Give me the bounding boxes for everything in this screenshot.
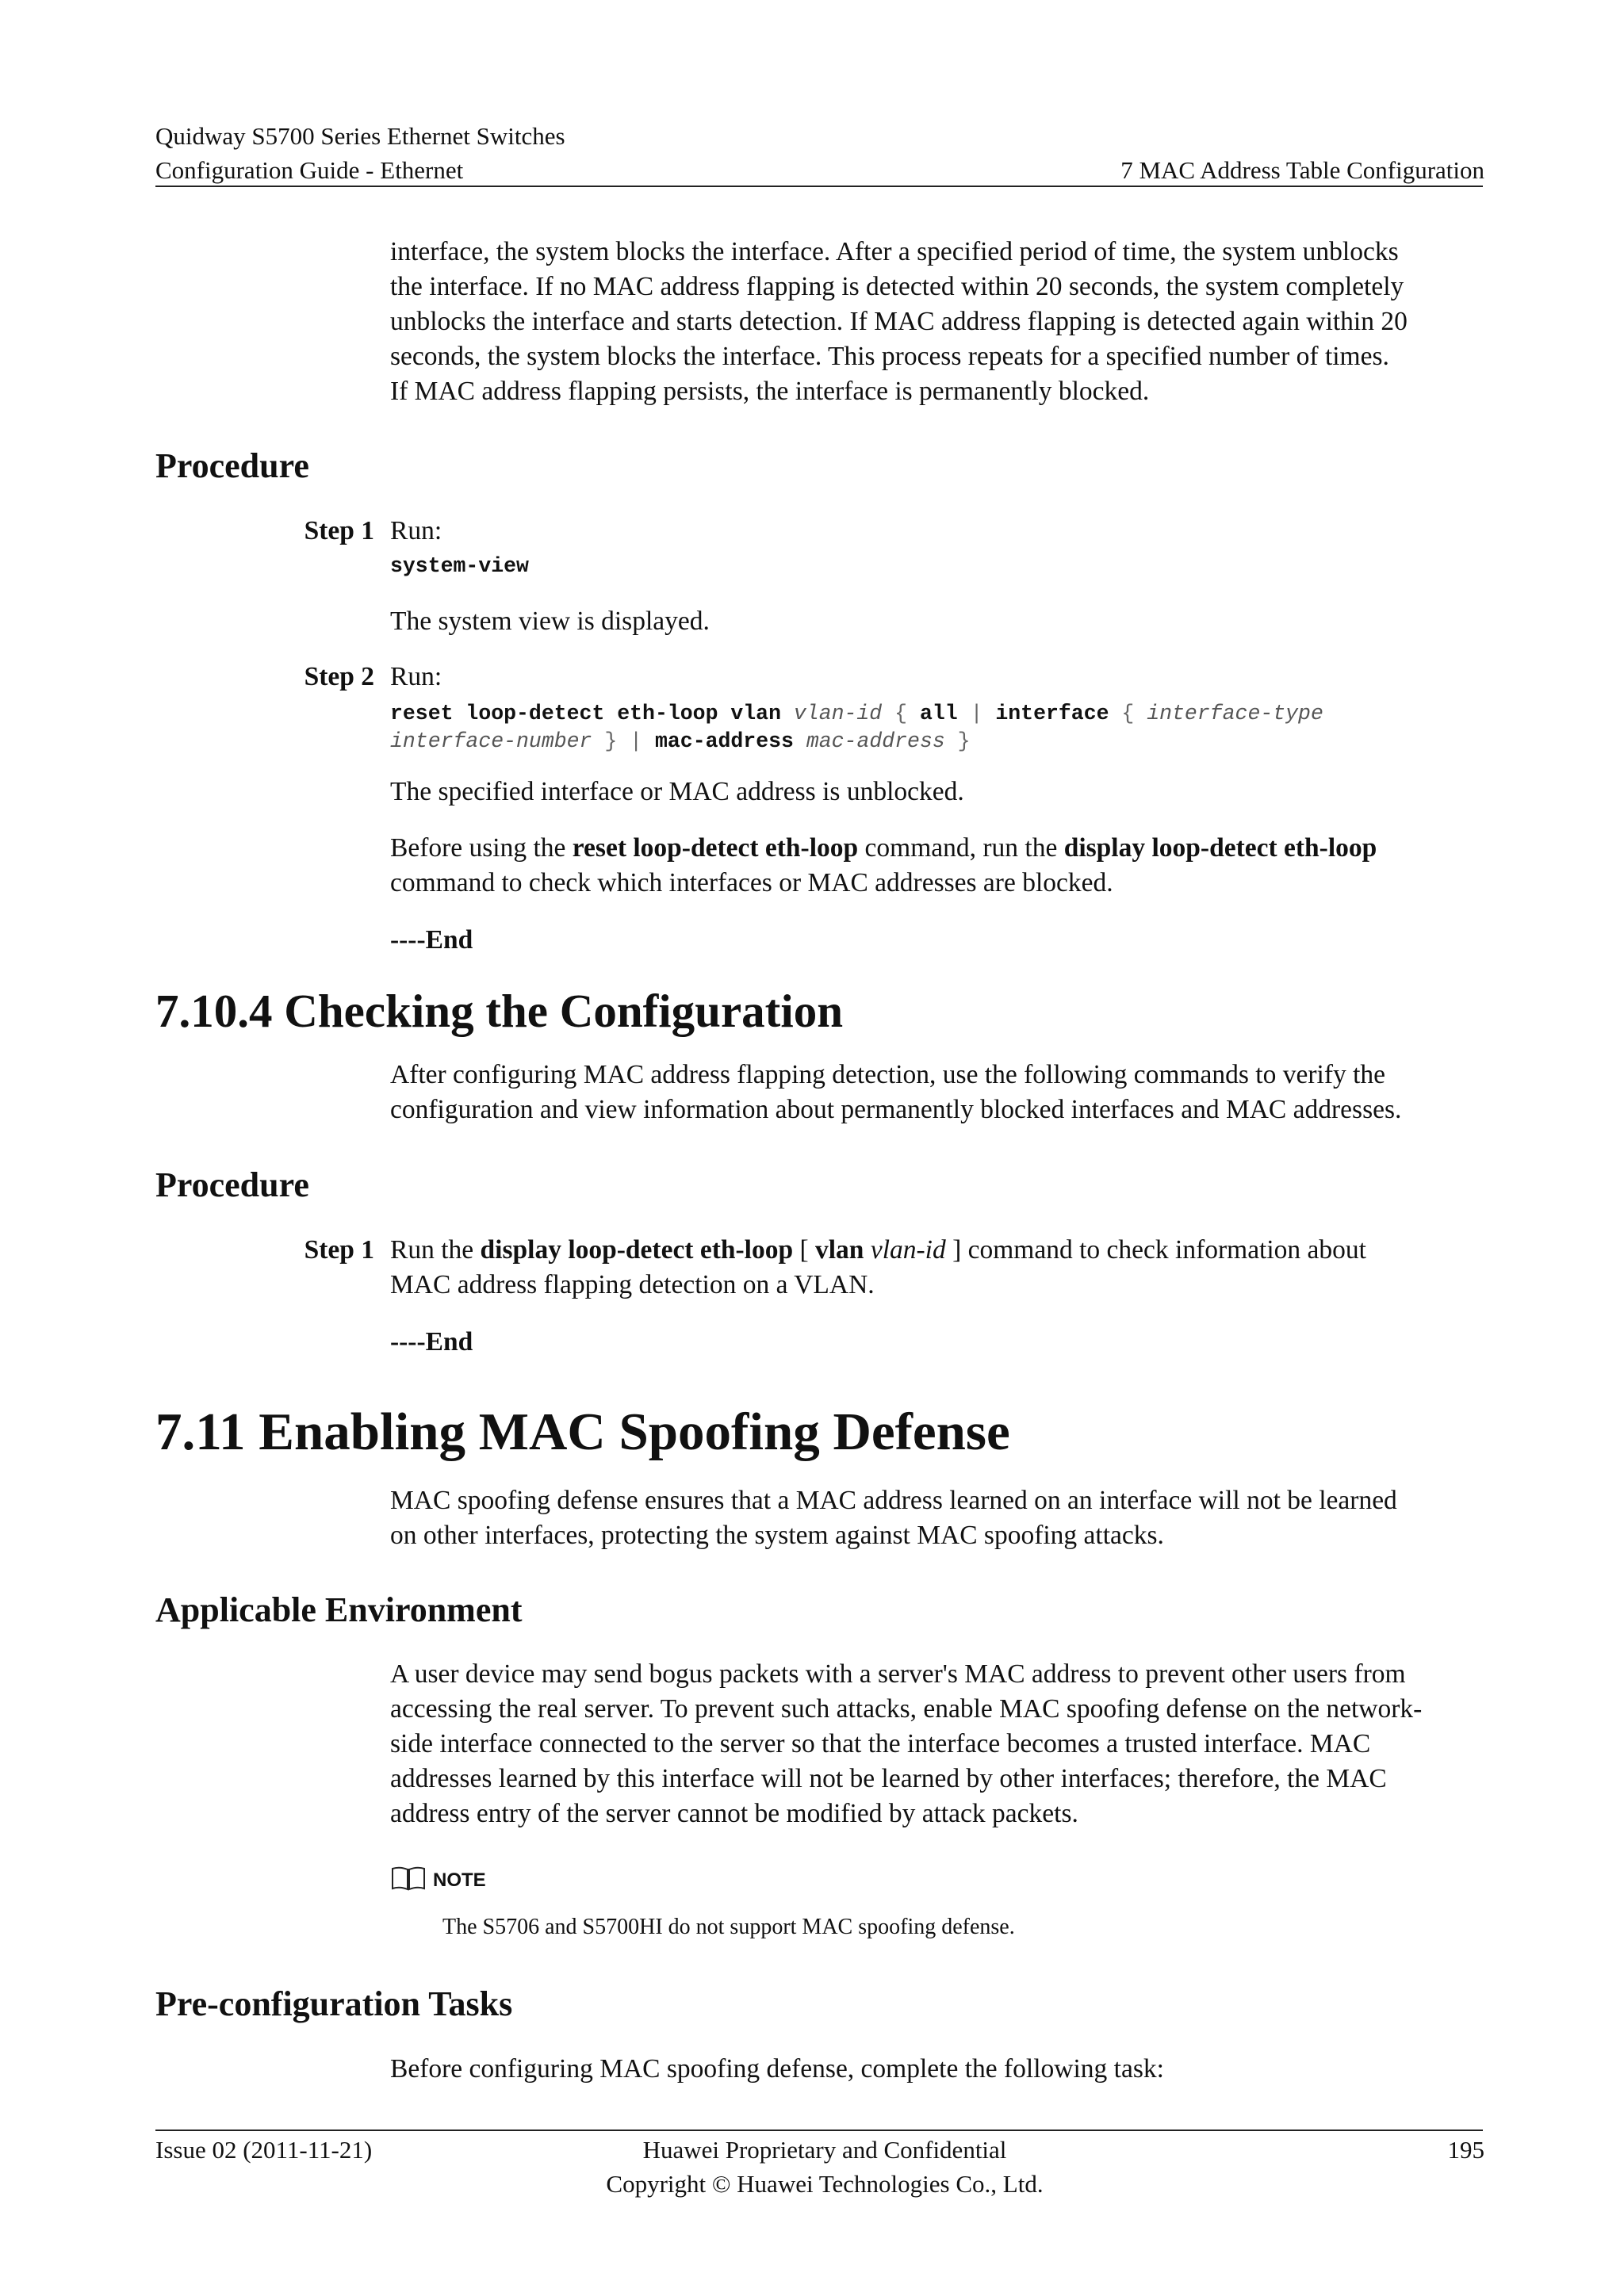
cmd-argument: mac-address bbox=[806, 729, 945, 753]
cmd-brace: } bbox=[957, 729, 971, 753]
paragraph-line: addresses learned by this interface will not be learned by other interfaces; therefore, the MAC bbox=[390, 1764, 1387, 1793]
cmd-keyword: mac-address bbox=[654, 729, 794, 753]
paragraph-line: side interface connected to the server so that the interface becomes a trusted interface. MAC bbox=[390, 1729, 1371, 1758]
cmd-pipe: | bbox=[970, 702, 983, 725]
intro-line: seconds, the system blocks the interface. This process repeats for a specified number of times. bbox=[390, 342, 1389, 371]
paragraph-line: A user device may send bogus packets with a server's MAC address to prevent other users from bbox=[390, 1659, 1406, 1689]
cmd-brace: { bbox=[1121, 702, 1135, 725]
section-heading-7-11: 7.11 Enabling MAC Spoofing Defense bbox=[155, 1402, 1010, 1461]
applicable-environment-paragraph bbox=[390, 1657, 1484, 1831]
text-run: command, run the bbox=[864, 833, 1058, 863]
command-name: reset loop-detect eth-loop bbox=[572, 833, 859, 863]
header-doc-title: Quidway S5700 Series Ethernet Switches bbox=[155, 122, 565, 150]
intro-line: the interface. If no MAC address flapping is detected within 20 seconds, the system completely bbox=[390, 272, 1404, 301]
footer-page-number: 195 bbox=[1447, 2136, 1484, 2164]
footer-copyright: Copyright © Huawei Technologies Co., Ltd. bbox=[606, 2170, 1044, 2198]
paragraph-line: After configuring MAC address flapping detection, use the following commands to verify the bbox=[390, 1060, 1386, 1089]
intro-line: unblocks the interface and starts detection. If MAC address flapping is detected again within 20 bbox=[390, 307, 1408, 336]
intro-line: If MAC address flapping persists, the interface is permanently blocked. bbox=[390, 377, 1150, 406]
section-7-10-4-paragraph bbox=[390, 1058, 1484, 1127]
paragraph-line: MAC spoofing defense ensures that a MAC address learned on an interface will not be learned bbox=[390, 1486, 1397, 1515]
header-chapter: 7 MAC Address Table Configuration bbox=[1120, 156, 1484, 184]
end-marker: ----End bbox=[390, 925, 473, 955]
header-rule bbox=[155, 186, 1483, 187]
cmd-keyword: reset loop-detect eth-loop vlan bbox=[390, 702, 781, 725]
text-run: MAC address flapping detection on a VLAN. bbox=[390, 1270, 875, 1299]
command-keyword: vlan bbox=[815, 1235, 864, 1265]
paragraph-line: on other interfaces, protecting the system against MAC spoofing attacks. bbox=[390, 1521, 1164, 1550]
paragraph-line: configuration and view information about permanently blocked interfaces and MAC addresses. bbox=[390, 1095, 1402, 1124]
footer-proprietary: Huawei Proprietary and Confidential bbox=[642, 2136, 1007, 2164]
paragraph-line: address entry of the server cannot be modified by attack packets. bbox=[390, 1799, 1078, 1828]
text-run: command to check information about bbox=[967, 1235, 1366, 1265]
text-run: command to check which interfaces or MAC addresses are blocked. bbox=[390, 868, 1113, 897]
cmd-pipe: | bbox=[630, 729, 643, 753]
step-result: The specified interface or MAC address is unblocked. bbox=[390, 777, 964, 806]
header-guide: Configuration Guide - Ethernet bbox=[155, 156, 464, 184]
pre-configuration-tasks-heading: Pre-configuration Tasks bbox=[155, 1984, 513, 2023]
step-result: The system view is displayed. bbox=[390, 607, 710, 636]
end-marker: ----End bbox=[390, 1327, 473, 1357]
note-block bbox=[390, 1865, 486, 1896]
cmd-argument: interface-type bbox=[1147, 702, 1323, 725]
intro-paragraph bbox=[390, 235, 1484, 409]
command-system-view: system-view bbox=[390, 554, 529, 578]
note-text: The S5706 and S5700HI do not support MAC spoofing defense. bbox=[442, 1915, 1015, 1939]
command-name: display loop-detect eth-loop bbox=[480, 1235, 794, 1265]
command-name: display loop-detect eth-loop bbox=[1063, 833, 1377, 863]
bracket: ] bbox=[952, 1235, 962, 1265]
book-icon bbox=[390, 1865, 427, 1896]
section-heading-7-10-4: 7.10.4 Checking the Configuration bbox=[155, 985, 844, 1037]
step-run: Run: bbox=[390, 662, 442, 691]
cmd-keyword: interface bbox=[995, 702, 1109, 725]
footer-issue: Issue 02 (2011-11-21) bbox=[155, 2136, 373, 2164]
procedure-heading: Procedure bbox=[155, 446, 309, 485]
step-run: Run: bbox=[390, 516, 442, 545]
note-label: NOTE bbox=[433, 1869, 486, 1891]
command-reset-loop-detect bbox=[390, 700, 1484, 756]
step-label: Step 1 bbox=[304, 516, 374, 545]
step-text bbox=[390, 1233, 1484, 1303]
cmd-brace: } bbox=[604, 729, 618, 753]
bracket: [ bbox=[799, 1235, 809, 1265]
cmd-brace: { bbox=[894, 702, 908, 725]
step-label: Step 2 bbox=[304, 662, 374, 691]
cmd-keyword: all bbox=[919, 702, 958, 725]
paragraph-line: accessing the real server. To prevent such attacks, enable MAC spoofing defense on the network- bbox=[390, 1694, 1423, 1724]
cmd-argument: interface-number bbox=[390, 729, 592, 753]
text-run: Before using the bbox=[390, 833, 566, 863]
step-note-paragraph bbox=[390, 831, 1484, 901]
cmd-argument: vlan-id bbox=[793, 702, 883, 725]
command-argument: vlan-id bbox=[870, 1235, 946, 1265]
pre-configuration-paragraph: Before configuring MAC spoofing defense, complete the following task: bbox=[390, 2054, 1164, 2084]
section-7-11-paragraph bbox=[390, 1483, 1484, 1553]
intro-line: interface, the system blocks the interface. After a specified period of time, the system unblocks bbox=[390, 237, 1399, 266]
footer-rule bbox=[155, 2130, 1483, 2131]
step-label: Step 1 bbox=[304, 1235, 374, 1265]
text-run: Run the bbox=[390, 1235, 474, 1265]
applicable-environment-heading: Applicable Environment bbox=[155, 1590, 523, 1629]
procedure-heading: Procedure bbox=[155, 1165, 309, 1204]
